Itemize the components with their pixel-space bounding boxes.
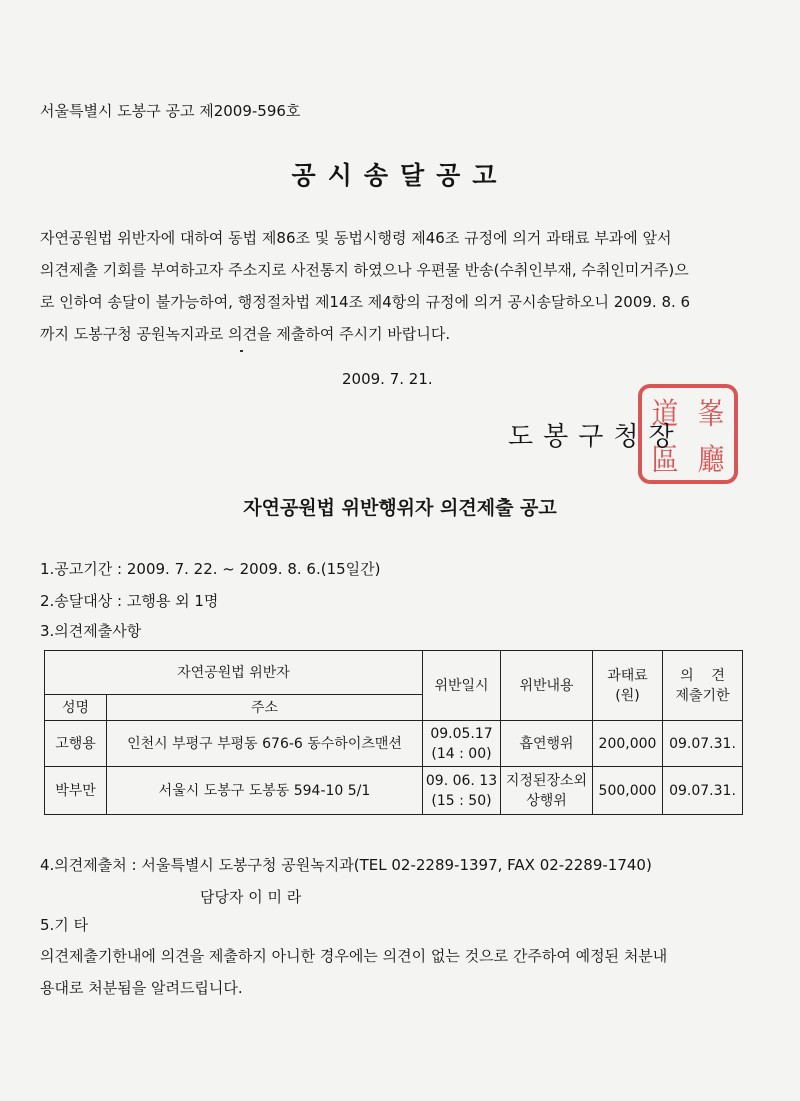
seal-char: 廳	[697, 443, 725, 478]
row-deadline: 09.07.31.	[663, 721, 743, 767]
address-header: 주소	[107, 695, 423, 721]
etc-title: 5.기 타	[40, 916, 89, 934]
row-fine: 200,000	[593, 721, 663, 767]
row-time-line: (14 : 00)	[431, 745, 492, 762]
notice-number: 서울특별시 도봉구 공고 제2009-596호	[40, 102, 301, 120]
submission-items-label: 3.의견제출사항	[40, 622, 142, 640]
row-date	[423, 721, 501, 767]
row-content	[501, 767, 593, 815]
fine-header	[593, 651, 663, 721]
row-name: 고행용	[45, 721, 107, 767]
fine-header-line: (원)	[615, 687, 640, 704]
fine-header-line: 과태료	[607, 667, 648, 684]
row-date-line: 09. 06. 13	[425, 772, 498, 789]
body-line: 까지 도봉구청 공원녹지과로 의견을 제출하여 주시기 바랍니다.	[40, 325, 451, 343]
row-date	[423, 767, 501, 815]
name-header: 성명	[45, 695, 107, 721]
contact-person: 담당자 이 미 라	[200, 888, 302, 906]
delivery-target: 2.송달대상 : 고행용 외 1명	[40, 592, 219, 610]
table-row	[45, 767, 743, 815]
row-time-line: (15 : 50)	[431, 792, 492, 809]
body-line: 자연공원법 위반자에 대하여 동법 제86조 및 동법시행령 제46조 규정에 의거 과태료 부과에 앞서	[40, 229, 672, 247]
seal-char: 區	[651, 443, 679, 478]
page-title: 공시송달공고	[291, 161, 509, 190]
content-header: 위반내용	[501, 651, 593, 721]
notice-date: 2009. 7. 21.	[342, 370, 433, 388]
row-content: 흡연행위	[501, 721, 593, 767]
notice-body	[40, 222, 762, 350]
deadline-header	[663, 651, 743, 721]
row-address: 서울시 도봉구 도봉동 594-10 5/1	[107, 767, 423, 815]
etc-note	[40, 940, 770, 1004]
row-name: 박부만	[45, 767, 107, 815]
submission-contact: 4.의견제출처 : 서울특별시 도봉구청 공원녹지과(TEL 02-2289-1397, FAX 02-2289-1740)	[40, 856, 652, 874]
deadline-header-line: 의 견	[680, 667, 725, 684]
note-line: 용대로 처분됨을 알려드립니다.	[40, 979, 243, 997]
note-line: 의견제출기한내에 의견을 제출하지 아니한 경우에는 의견이 없는 것으로 간주하여 예정된 처분내	[40, 947, 668, 965]
row-date-line: 09.05.17	[430, 725, 493, 742]
seal-char: 道	[651, 397, 679, 432]
violator-header: 자연공원법 위반자	[45, 651, 423, 695]
seal-char: 峯	[697, 397, 725, 432]
row-deadline: 09.07.31.	[663, 767, 743, 815]
issuer-name: 도봉구청장	[508, 422, 684, 452]
table-row	[45, 721, 743, 767]
row-content-line: 상행위	[526, 792, 567, 809]
deadline-header-line: 제출기한	[675, 687, 730, 704]
violation-table	[44, 650, 743, 815]
body-line: 의견제출 기회를 부여하고자 주소지로 사전통지 하였으나 우편물 반송(수취인부재, 수취인미거주)으	[40, 261, 689, 279]
notice-period: 1.공고기간 : 2009. 7. 22. ~ 2009. 8. 6.(15일간)	[40, 560, 381, 578]
row-address: 인천시 부평구 부평동 676-6 동수하이츠맨션	[107, 721, 423, 767]
date-header: 위반일시	[423, 651, 501, 721]
row-content-line: 지정된장소외	[505, 772, 588, 789]
body-line: 로 인하여 송달이 불가능하여, 행정절차법 제14조 제4항의 규정에 의거 공시송달하오니 2009. 8. 6	[40, 293, 691, 311]
row-fine: 500,000	[593, 767, 663, 815]
section-title: 자연공원법 위반행위자 의견제출 공고	[243, 497, 557, 519]
scan-speck	[240, 350, 243, 352]
